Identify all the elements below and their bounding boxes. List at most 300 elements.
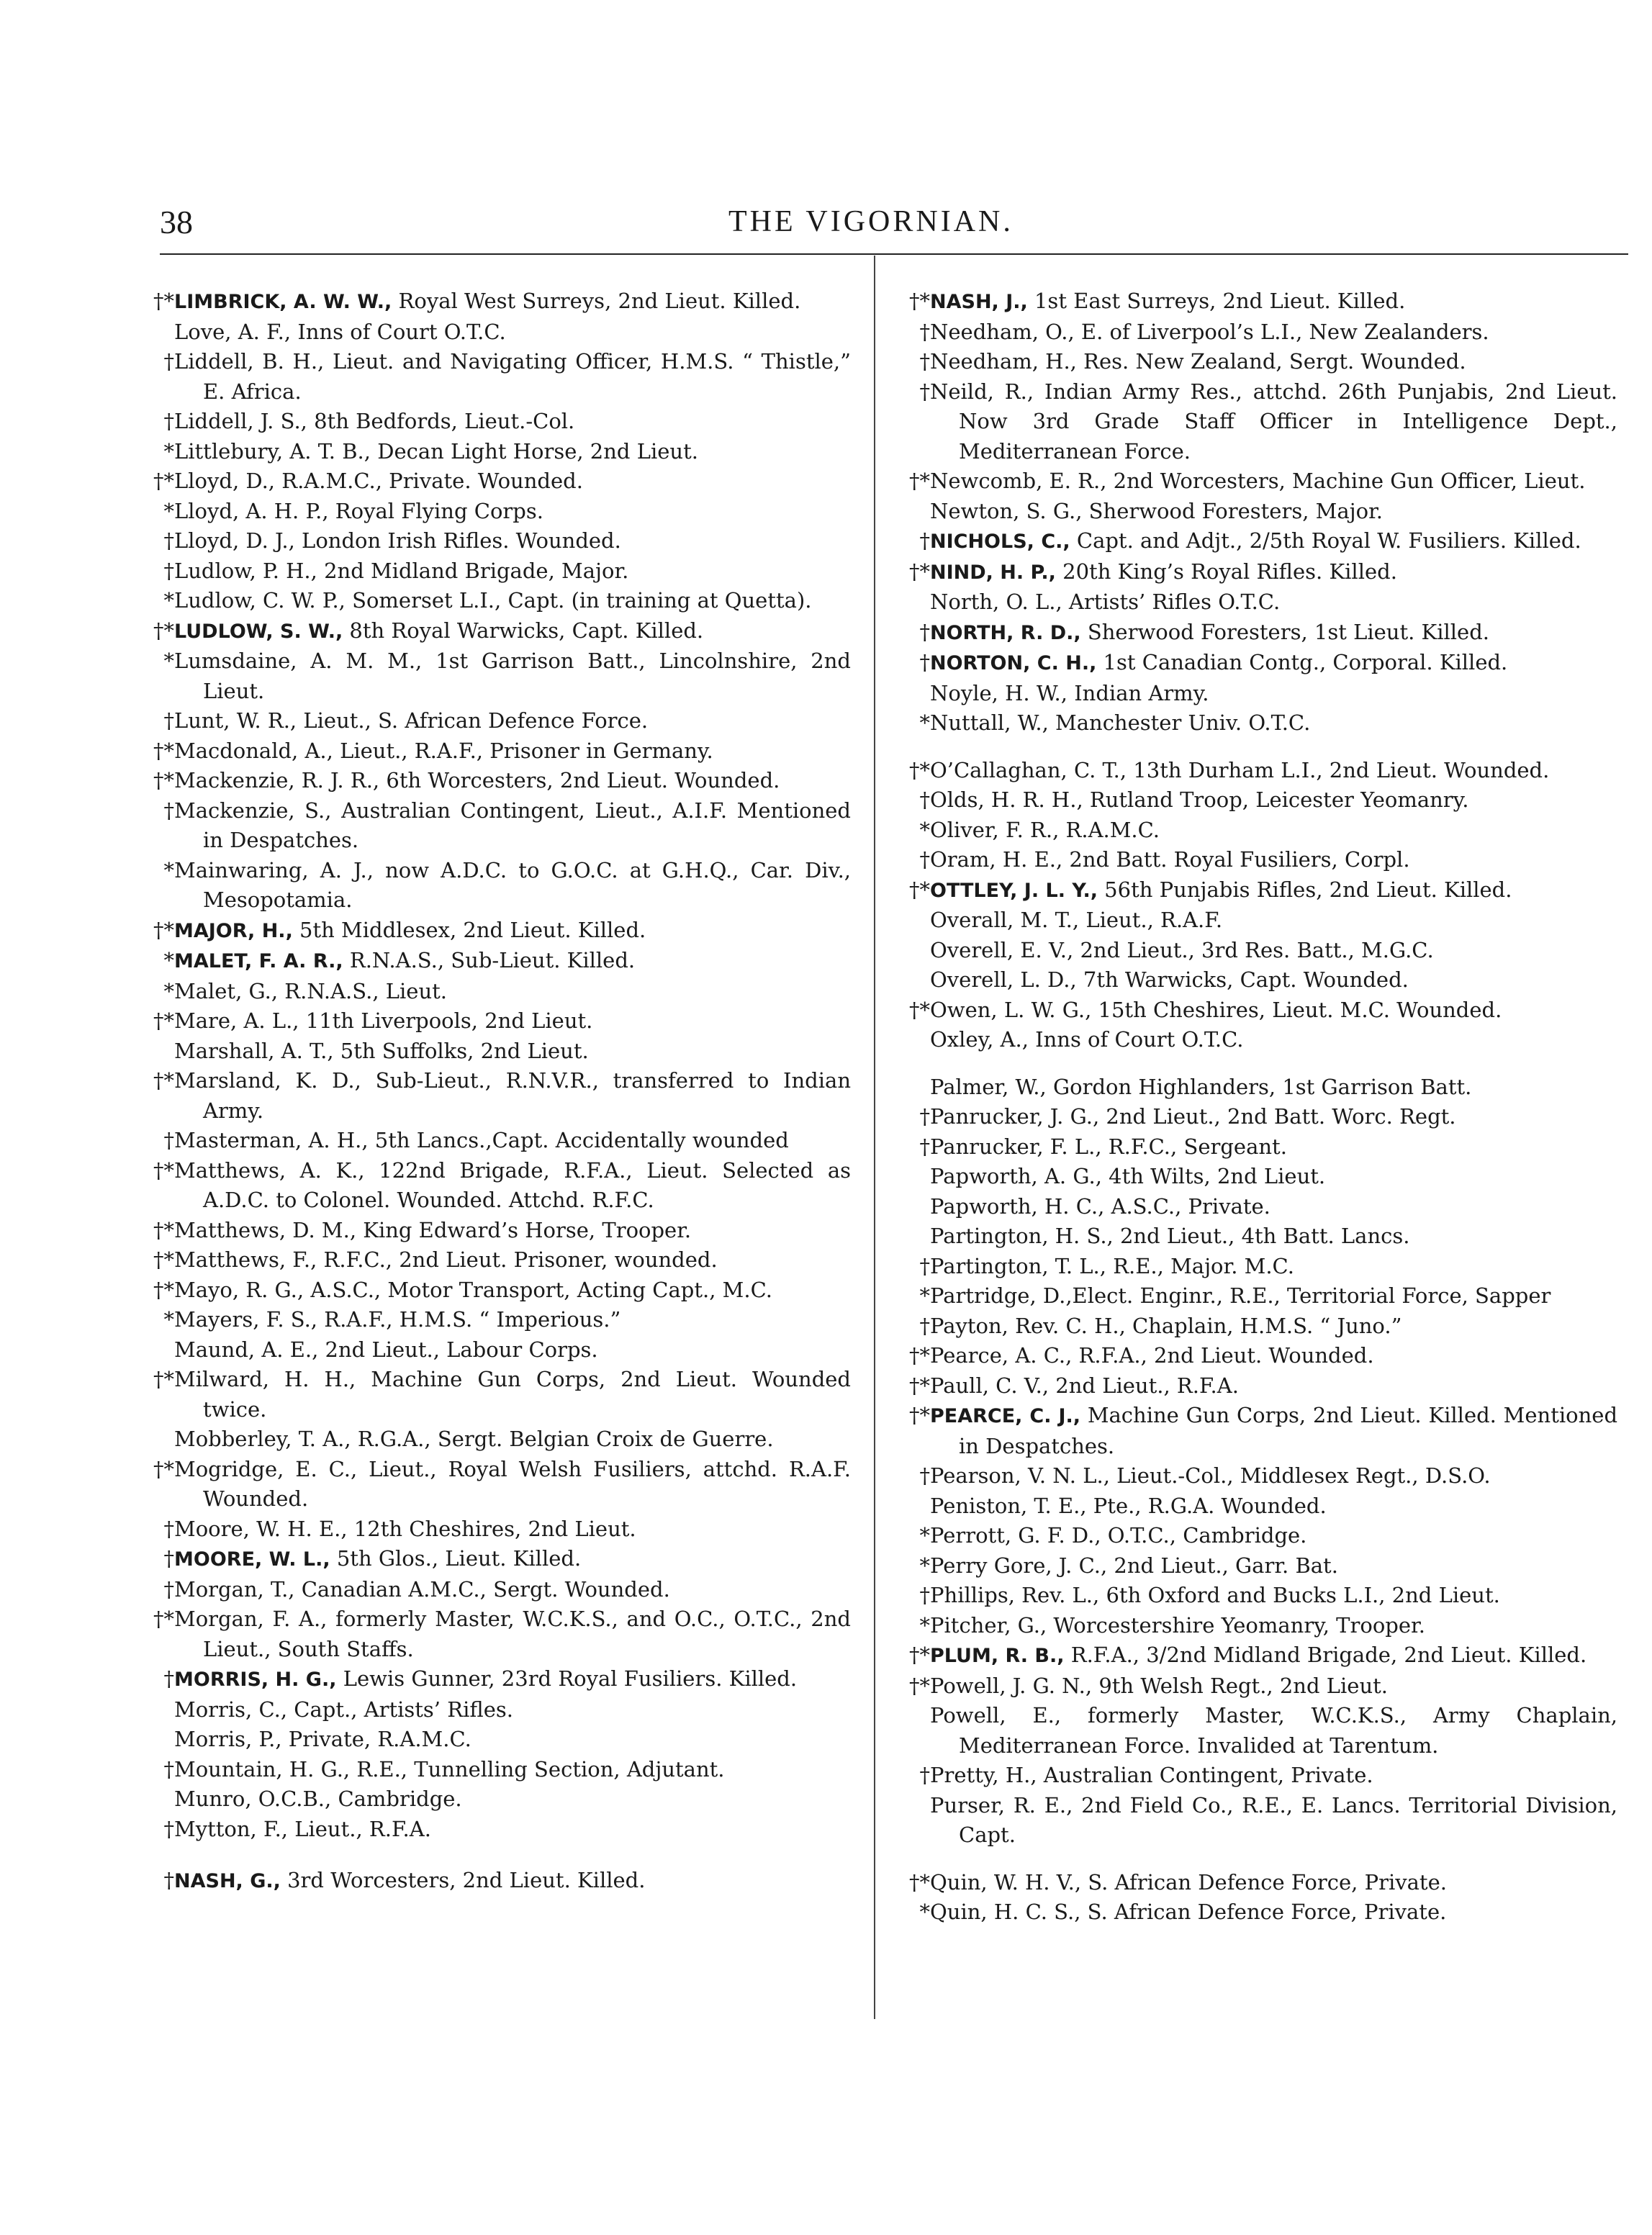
entry-markers: † <box>163 558 174 583</box>
entry-markers: * <box>919 710 930 735</box>
entry-name: Partington, H. S., <box>930 1224 1114 1248</box>
roll-entry <box>908 816 1617 846</box>
entry-name: Newton, S. G., <box>930 498 1083 523</box>
roll-entry <box>908 756 1617 786</box>
entry-name: Overall, M. T., <box>930 908 1080 932</box>
roll-entry <box>908 618 1617 649</box>
entry-details: 2nd Lieut., R.F.A. <box>1049 1373 1239 1398</box>
roll-entry <box>908 1791 1617 1851</box>
entry-name: Littlebury, A. T. B., <box>174 438 371 464</box>
entry-details: Lieut., R.A.F., Prisoner in Germany. <box>333 738 713 763</box>
entry-details: 13th Durham L.I., 2nd Lieut. Wounded. <box>1127 757 1550 782</box>
entry-details: formerly Master, W.C.K.S., Army Chaplain, Mediterranean Force. Invalided at Tarentum. <box>959 1703 1618 1758</box>
entry-markers: † <box>919 1134 930 1159</box>
entry-name: Macdonald, A., <box>174 738 333 763</box>
entry-details: Res. New Zealand, Sergt. Wounded. <box>1076 349 1466 374</box>
entry-markers: † <box>919 787 930 812</box>
entry-details: Sherwood Foresters, 1st Lieut. Killed. <box>1080 619 1489 644</box>
roll-entry <box>908 347 1617 377</box>
entry-markers: †* <box>153 1607 174 1631</box>
entry-markers: † <box>163 349 174 374</box>
entry-markers: †* <box>909 1343 930 1368</box>
roll-entry <box>153 1006 851 1037</box>
entry-name: NORTON, C. H., <box>930 652 1097 674</box>
entry-details: Elect. Enginr., R.E., Territorial Force, Sapper <box>1072 1283 1551 1308</box>
roll-entry <box>153 1245 851 1275</box>
entry-details: R.A.F., H.M.S. “ Imperious.” <box>317 1307 621 1332</box>
entry-details: O.C.B., Cambridge. <box>251 1787 462 1811</box>
roll-entry <box>908 1162 1617 1192</box>
entry-details: 2nd Lieut., 4th Batt. Lancs. <box>1113 1224 1410 1248</box>
roll-entry <box>153 1455 851 1514</box>
entry-markers: † <box>163 1546 174 1571</box>
entry-name: MAJOR, H., <box>174 919 293 942</box>
roll-entry <box>908 679 1617 709</box>
entry-markers: * <box>919 1523 930 1548</box>
entry-details: Decan Light Horse, 2nd Lieut. <box>371 438 698 464</box>
roll-entry <box>153 526 851 556</box>
entry-markers: †* <box>153 289 174 313</box>
entry-name: Love, A. F., <box>174 319 292 344</box>
entry-markers: † <box>919 1583 930 1607</box>
entry-name: Partridge, D., <box>930 1283 1073 1308</box>
entry-name: Lloyd, D., <box>174 469 276 493</box>
entry-details: S. African Defence Force, Private. <box>1081 1869 1447 1895</box>
entry-details: Inns of Court O.T.C. <box>291 319 506 344</box>
roll-entry <box>153 407 851 437</box>
entry-name: Oxley, A., <box>930 1027 1029 1052</box>
entry-markers: †* <box>153 917 174 942</box>
roll-entry <box>908 1761 1617 1791</box>
entry-name: Lloyd, A. H. P., <box>174 498 329 523</box>
roll-entry <box>908 317 1617 348</box>
entry-details: 1st Canadian Contg., Corporal. Killed. <box>1096 650 1508 674</box>
roll-entry <box>153 1575 851 1605</box>
entry-details: Lieut., R.F.A. <box>288 1816 431 1841</box>
entry-name: LIMBRICK, A. W. W., <box>174 291 392 313</box>
entry-details: Lieut., Royal Welsh Fusiliers, attchd. R.A.F. Wounded. <box>203 1456 852 1511</box>
entry-details: R.E., Major. M.C. <box>1106 1253 1294 1278</box>
roll-entry <box>908 906 1617 936</box>
entry-details: Lieut., S. African Defence Force. <box>297 708 649 733</box>
entry-details: 2nd Lieut., Garr. Bat. <box>1107 1553 1338 1578</box>
entry-markers: †* <box>153 1068 174 1093</box>
roll-entry <box>153 1216 851 1246</box>
roll-entry <box>908 1640 1617 1671</box>
roll-entry <box>153 946 851 977</box>
entry-details: 56th Punjabis Rifles, 2nd Lieut. Killed. <box>1097 877 1512 902</box>
entry-details: Manchester Univ. O.T.C. <box>1048 710 1311 735</box>
entry-markers: * <box>163 1307 174 1332</box>
roll-entry <box>153 347 851 407</box>
entry-name: Pretty, H., <box>930 1763 1037 1787</box>
roll-entry <box>153 916 851 947</box>
roll-entry <box>153 1305 851 1335</box>
entry-details: 9th Welsh Regt., 2nd Lieut. <box>1092 1673 1389 1698</box>
entry-markers: * <box>163 948 174 972</box>
page-number: 38 <box>160 204 193 240</box>
entry-details: Worcestershire Yeomanry, Trooper. <box>1047 1612 1425 1638</box>
entry-details: Gordon Highlanders, 1st Garrison Batt. <box>1046 1074 1472 1099</box>
entry-name: Matthews, A. K., <box>174 1157 365 1183</box>
entry-markers: †* <box>909 877 930 902</box>
roll-entry <box>908 875 1617 906</box>
entry-name: Ludlow, C. W. P., <box>174 588 346 613</box>
entry-name: Oliver, F. R., <box>930 817 1060 842</box>
roll-entry <box>153 586 851 616</box>
entry-markers: †* <box>153 469 174 493</box>
entry-name: Papworth, H. C., <box>930 1193 1105 1219</box>
roll-entry <box>908 995 1617 1026</box>
entry-name: Purser, R. E., <box>930 1792 1073 1818</box>
entry-markers: * <box>163 588 174 613</box>
entry-details: Lewis Gunner, 23rd Royal Fusiliers. Killed. <box>336 1666 798 1691</box>
entry-details: 5th Suffolks, 2nd Lieut. <box>333 1038 589 1063</box>
roll-entry <box>908 1025 1617 1055</box>
entry-name: Mayo, R. G., <box>174 1277 304 1302</box>
roll-entry <box>153 1604 851 1664</box>
entry-details: Lieut.-Col., Middlesex Regt., D.S.O. <box>1109 1463 1491 1488</box>
entry-name: Lloyd, D. J., <box>174 528 295 553</box>
entry-details: O.T.C., Cambridge. <box>1101 1523 1307 1548</box>
entry-name: Mackenzie, R. J. R., <box>174 768 380 793</box>
entry-name: Matthews, F., <box>174 1247 317 1272</box>
roll-entry <box>908 526 1617 557</box>
roll-entry <box>153 497 851 527</box>
roll-entry <box>908 1868 1617 1898</box>
entry-markers: † <box>163 528 174 553</box>
roll-entry <box>908 1281 1617 1311</box>
entry-markers: †* <box>153 618 174 643</box>
entry-details: King Edward’s Horse, Trooper. <box>356 1217 692 1242</box>
entry-details: 6th Worcesters, 2nd Lieut. Wounded. <box>379 768 780 793</box>
entry-name: Pitcher, G., <box>930 1612 1047 1638</box>
entry-name: Noyle, H. W., <box>930 680 1068 705</box>
entry-name: LUDLOW, S. W., <box>174 620 343 643</box>
entry-name: Liddell, B. H., <box>174 349 325 374</box>
entry-markers: †* <box>909 1403 930 1427</box>
entry-details: R.F.A., 3/2nd Midland Brigade, 2nd Lieut. Killed. <box>1064 1643 1587 1667</box>
roll-entry <box>153 856 851 916</box>
entry-name: Morris, C., <box>174 1697 288 1722</box>
roll-entry <box>153 1725 851 1755</box>
entry-details: Royal West Surreys, 2nd Lieut. Killed. <box>392 289 801 313</box>
roll-entry <box>908 936 1617 966</box>
entry-name: Perrott, G. F. D., <box>930 1523 1101 1548</box>
entry-name: Papworth, A. G., <box>930 1164 1102 1188</box>
roll-entry <box>153 766 851 796</box>
roll-entry <box>153 1066 851 1126</box>
entry-markers: † <box>163 1666 174 1691</box>
entry-markers: † <box>919 319 930 344</box>
roll-entry <box>908 377 1617 467</box>
entry-markers: † <box>919 1763 930 1787</box>
entry-details: formerly Master, W.C.K.S., and O.C., O.T.C., 2nd Lieut., South Staffs. <box>203 1607 851 1661</box>
entry-name: Newcomb, E. R., <box>930 469 1107 493</box>
entry-name: Mackenzie, S., <box>174 798 332 823</box>
entry-name: Munro, <box>174 1787 252 1811</box>
entry-markers: †* <box>909 1869 930 1895</box>
entry-name: Morgan, F. A., <box>174 1607 328 1631</box>
entry-details: R.N.A.S., Lieut. <box>278 978 447 1003</box>
roll-entry <box>153 616 851 647</box>
entry-name: Malet, G., <box>174 978 279 1003</box>
roll-entry <box>153 796 851 856</box>
roll-entry <box>908 785 1617 816</box>
roll-entry <box>908 286 1617 317</box>
roll-entry <box>153 646 851 706</box>
entry-details: Somerset L.I., Capt. (in training at Quetta). <box>345 588 812 613</box>
entry-markers: † <box>919 1463 930 1488</box>
entry-markers: †* <box>909 997 930 1022</box>
entry-details: 1st Garrison Batt., Lincolnshire, 2nd Lieut. <box>203 649 851 703</box>
roll-entry <box>908 1192 1617 1222</box>
entry-name: NASH, G., <box>174 1870 281 1892</box>
roll-entry <box>153 1755 851 1785</box>
entry-details: Lieut., R.A.F. <box>1079 908 1223 932</box>
entry-details: R.A.M.C. <box>1059 817 1160 842</box>
roll-entry <box>908 1461 1617 1491</box>
entry-details: R.A.M.C., Private. Wounded. <box>275 469 583 493</box>
entry-markers: * <box>163 978 174 1003</box>
entry-markers: * <box>919 1900 930 1924</box>
entry-name: Moore, W. H. E., <box>174 1516 348 1541</box>
entry-name: PEARCE, C. J., <box>930 1405 1081 1427</box>
entry-details: Lieut. and Navigating Officer, H.M.S. “ Thistle,” E. Africa. <box>203 349 851 404</box>
entry-details: R.E., Tunnelling Section, Adjutant. <box>350 1756 725 1782</box>
entry-details: 5th Middlesex, 2nd Lieut. Killed. <box>292 917 646 942</box>
roll-entry <box>153 1695 851 1725</box>
entry-name: Panrucker, F. L., <box>930 1134 1102 1159</box>
entry-name: NICHOLS, C., <box>930 530 1070 553</box>
entry-name: Quin, W. H. V., <box>930 1869 1082 1895</box>
entry-markers: †* <box>909 1373 930 1398</box>
entry-details: 2nd Batt. Royal Fusiliers, Corpl. <box>1062 847 1410 872</box>
entry-details: R.N.A.S., Sub-Lieut. Killed. <box>343 948 636 972</box>
entry-details: Machine Gun Corps, 2nd Lieut. Killed. Mentioned in Despatches. <box>959 1403 1618 1458</box>
entry-name: Paull, C. V., <box>930 1373 1050 1398</box>
entry-name: Olds, H. R. H., <box>930 787 1083 812</box>
entry-markers: †* <box>153 768 174 793</box>
entry-markers: †* <box>153 1157 174 1183</box>
entry-details: Machine Gun Corps, 2nd Lieut. Wounded twice. <box>203 1367 851 1422</box>
roll-entry <box>908 1073 1617 1103</box>
entry-name: Needham, H., <box>930 349 1077 374</box>
entry-name: Lunt, W. R., <box>174 708 297 733</box>
entry-markers: † <box>919 1313 930 1338</box>
roll-entry <box>908 1311 1617 1342</box>
entry-name: Oram, H. E., <box>930 847 1063 872</box>
entry-markers: * <box>919 1283 930 1308</box>
entry-name: PLUM, R. B., <box>930 1645 1065 1667</box>
roll-entry <box>908 1222 1617 1252</box>
roll-entry <box>153 1784 851 1815</box>
roll-entry <box>908 1581 1617 1611</box>
entry-name: Palmer, W., <box>930 1074 1047 1099</box>
roll-entry <box>908 1491 1617 1522</box>
entry-markers: * <box>163 649 174 673</box>
entry-details: Indian Army. <box>1068 680 1209 705</box>
header-rule <box>160 253 1628 255</box>
roll-entry <box>908 1897 1617 1928</box>
entry-name: Payton, Rev. C. H., <box>930 1313 1126 1338</box>
entry-markers: † <box>919 1253 930 1278</box>
entry-name: Phillips, Rev. L., <box>930 1583 1100 1607</box>
entry-markers: †* <box>153 1277 174 1302</box>
entry-markers: * <box>163 498 174 523</box>
roll-entry <box>908 587 1617 618</box>
entry-name: Morgan, T., <box>174 1576 295 1602</box>
entry-name: Mare, A. L., <box>174 1008 299 1033</box>
entry-details: A.S.C., Private. <box>1104 1193 1270 1219</box>
entry-details: 2nd Lieut., 3rd Res. Batt., M.G.C. <box>1073 937 1434 962</box>
entry-markers: † <box>163 1756 174 1782</box>
entry-details: now A.D.C. to G.O.C. at G.H.Q., Car. Div., Mesopotamia. <box>203 857 852 912</box>
entry-details: 2nd Worcesters, Machine Gun Officer, Lieut. <box>1106 469 1586 493</box>
entry-name: Mountain, H. G., <box>174 1756 351 1782</box>
entry-name: Panrucker, J. G., <box>930 1104 1100 1129</box>
entry-name: Owen, L. W. G., <box>930 997 1092 1022</box>
roll-entry <box>908 1401 1617 1461</box>
entry-name: MOORE, W. L., <box>174 1548 330 1571</box>
roll-entry <box>908 708 1617 739</box>
entry-details: Indian Army Res., attchd. 26th Punjabis, 2nd Lieut. Now 3rd Grade Staff Officer in Intelligence Dept., Mediterranean Force. <box>959 379 1618 464</box>
entry-markers: † <box>919 1104 930 1129</box>
entry-details: Australian Contingent, Lieut., A.I.F. Mentioned in Despatches. <box>203 798 851 852</box>
entry-name: NORTH, R. D., <box>930 621 1081 644</box>
entry-details: Rutland Troop, Leicester Yeomanry. <box>1083 787 1469 812</box>
roll-entry <box>153 286 851 317</box>
entry-details: Capt. and Adjt., 2/5th Royal W. Fusiliers. Killed. <box>1070 528 1581 553</box>
entry-name: Maund, A. E., <box>174 1337 319 1362</box>
entry-details: Canadian A.M.C., Sergt. Wounded. <box>294 1576 670 1602</box>
entry-name: Marshall, A. T., <box>174 1038 334 1063</box>
roll-entry <box>908 1671 1617 1702</box>
entry-name: Powell, E., <box>930 1703 1062 1728</box>
roll-entry <box>908 1551 1617 1581</box>
entry-markers: † <box>163 1868 174 1892</box>
entry-details: Capt., Artists’ Rifles. <box>287 1697 513 1722</box>
entry-markers: †* <box>153 738 174 763</box>
entry-name: Ludlow, P. H., <box>174 558 317 583</box>
roll-entry <box>153 1156 851 1216</box>
entry-details: R.F.C., Sergeant. <box>1101 1134 1287 1159</box>
entry-markers: †* <box>909 289 930 313</box>
entry-details: 8th Bedfords, Lieut.-Col. <box>307 409 575 433</box>
entry-name: MORRIS, H. G., <box>174 1669 337 1691</box>
entry-markers: † <box>919 528 930 553</box>
entry-name: O’Callaghan, C. T., <box>930 757 1127 782</box>
entry-details: 2nd Lieut., 2nd Batt. Worc. Regt. <box>1099 1104 1456 1129</box>
entry-details: London Irish Rifles. Wounded. <box>294 528 621 553</box>
roll-entry <box>153 1126 851 1156</box>
entry-details: Private, R.A.M.C. <box>281 1727 471 1751</box>
roll-entry <box>908 965 1617 995</box>
roll-entry <box>153 466 851 497</box>
roll-entry <box>908 1611 1617 1641</box>
entry-details: 15th Cheshires, Lieut. M.C. Wounded. <box>1091 997 1502 1022</box>
entry-name: Masterman, A. H., <box>174 1128 369 1152</box>
entry-name: Marsland, K. D., <box>174 1068 361 1093</box>
entry-markers: † <box>919 847 930 872</box>
entry-markers: † <box>163 1576 174 1602</box>
entry-name: Overell, L. D., <box>930 967 1077 992</box>
roll-entry <box>153 1815 851 1845</box>
roll-entry <box>153 1424 851 1455</box>
entry-name: NIND, H. P., <box>930 561 1056 584</box>
entry-markers: * <box>163 857 174 882</box>
entry-markers: †* <box>153 1217 174 1242</box>
roll-entry <box>153 1037 851 1067</box>
entry-details: Chaplain, H.M.S. “ Juno.” <box>1125 1313 1402 1338</box>
roll-entry <box>153 317 851 348</box>
entry-name: Mytton, F., <box>174 1816 288 1841</box>
entry-name: Mainwaring, A. J., <box>174 857 374 882</box>
entry-markers: * <box>163 438 174 464</box>
entry-markers: * <box>919 1612 930 1638</box>
roll-entry <box>153 1335 851 1365</box>
column-divider <box>874 256 875 2019</box>
entry-details: Sherwood Foresters, Major. <box>1082 498 1383 523</box>
entry-details: Pte., R.G.A. Wounded. <box>1086 1493 1327 1518</box>
entry-markers: † <box>163 1816 174 1841</box>
entry-markers: † <box>919 650 930 674</box>
entry-markers: † <box>919 379 930 404</box>
entry-details: Australian Contingent, Private. <box>1037 1763 1373 1787</box>
entry-markers: †* <box>153 1367 174 1391</box>
entry-name: OTTLEY, J. L. Y., <box>930 879 1098 902</box>
page-header <box>160 203 1628 253</box>
entry-markers: †* <box>153 1247 174 1272</box>
entry-markers: † <box>163 798 174 823</box>
entry-details: 12th Cheshires, 2nd Lieut. <box>347 1516 636 1541</box>
entry-details: A.S.C., Motor Transport, Acting Capt., M.C. <box>304 1277 772 1302</box>
entry-name: Nuttall, W., <box>930 710 1049 735</box>
entry-name: Mayers, F. S., <box>174 1307 318 1332</box>
entry-details: 7th Warwicks, Capt. Wounded. <box>1076 967 1409 992</box>
entry-markers: † <box>163 1128 174 1152</box>
entry-details: 20th King’s Royal Rifles. Killed. <box>1055 559 1397 584</box>
entry-markers: † <box>163 409 174 433</box>
entry-name: Pearson, V. N. L., <box>930 1463 1110 1488</box>
entry-markers: † <box>163 708 174 733</box>
entry-name: Neild, R., <box>930 379 1034 404</box>
entry-markers: * <box>919 1553 930 1578</box>
roll-entry <box>908 1371 1617 1401</box>
roll-entry <box>908 1132 1617 1162</box>
entry-name: Quin, H. C. S., <box>930 1900 1081 1924</box>
roll-entry <box>153 977 851 1007</box>
entry-markers: †* <box>909 469 930 493</box>
entry-markers: †* <box>909 1643 930 1667</box>
entry-name: Peniston, T. E., <box>930 1493 1087 1518</box>
entry-markers: †* <box>153 1456 174 1481</box>
entry-details: 4th Wilts, 2nd Lieut. <box>1101 1164 1326 1188</box>
entry-details: 2nd Midland Brigade, Major. <box>317 558 629 583</box>
roll-entry <box>153 1365 851 1424</box>
entry-details: S. African Defence Force, Private. <box>1080 1900 1447 1924</box>
entry-details: Inns of Court O.T.C. <box>1028 1027 1244 1052</box>
entry-name: North, O. L., <box>930 590 1062 614</box>
roll-entry <box>908 497 1617 527</box>
entry-name: Mobberley, T. A., <box>174 1427 351 1451</box>
roll-entry <box>153 437 851 467</box>
running-title: THE VIGORNIAN. <box>728 205 1014 238</box>
entry-details: R.G.A., Sergt. Belgian Croix de Guerre. <box>351 1427 774 1451</box>
roll-entry <box>908 1341 1617 1371</box>
entry-name: Partington, T. L., <box>930 1253 1106 1278</box>
roll-entry <box>908 557 1617 588</box>
